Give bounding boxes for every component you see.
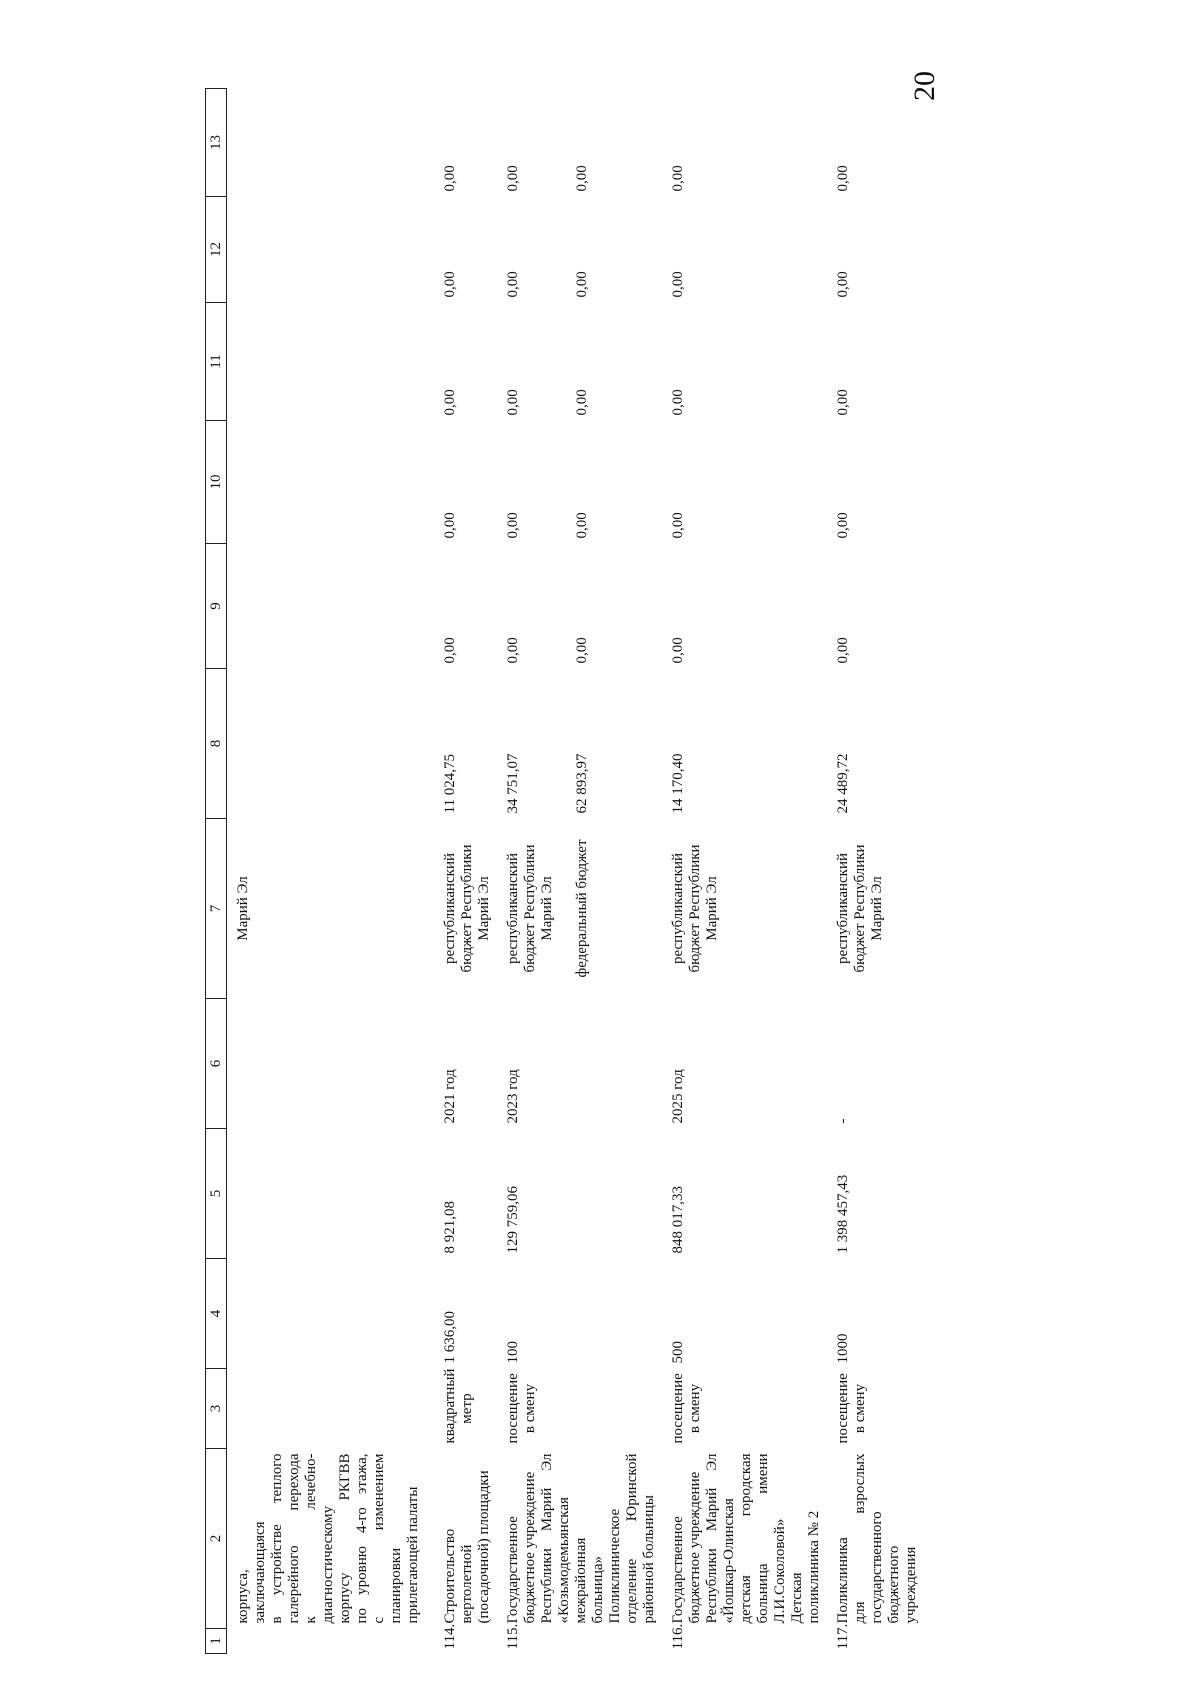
name-line: Детская bbox=[789, 1572, 805, 1624]
amount-cell: 0,00 bbox=[670, 165, 686, 192]
table-row bbox=[440, 89, 503, 1654]
amount-cell: 0,00 bbox=[670, 389, 686, 416]
funding-source-cell bbox=[668, 819, 833, 999]
funding-source-line: республиканский bbox=[670, 852, 686, 965]
amount-value: 0,00 bbox=[505, 165, 521, 192]
funding-source-line: Марий Эл bbox=[476, 876, 492, 941]
object-name-cell bbox=[503, 1449, 668, 1629]
amount-cell: 0,00 bbox=[442, 271, 458, 298]
name-line: галерейного перехода bbox=[286, 1453, 302, 1624]
amount-cell: 0,00 bbox=[835, 271, 851, 298]
name-line: Л.И.Соколовой» bbox=[772, 1518, 788, 1624]
name-line: Республики Марий Эл bbox=[704, 1453, 720, 1624]
name-line: корпусу РКГВВ bbox=[337, 1453, 353, 1624]
name-line: Строительство bbox=[442, 1528, 458, 1624]
unit-cell bbox=[503, 1369, 668, 1449]
capacity-cell: 1 636,00 bbox=[442, 1311, 458, 1364]
unit-cell bbox=[668, 1369, 833, 1449]
amount-cell: 0,00 bbox=[670, 637, 686, 664]
name-line: бюджетное учреждение bbox=[522, 1471, 538, 1624]
column-header: 12 bbox=[206, 197, 227, 303]
amount-cell bbox=[503, 197, 668, 303]
row-number-cell: 114. bbox=[442, 1623, 458, 1650]
funding-source-line: республиканский bbox=[835, 852, 851, 965]
name-line: с изменением bbox=[371, 1453, 387, 1624]
amount-cell: 14 170,40 bbox=[670, 753, 686, 814]
column-header: 13 bbox=[206, 89, 227, 197]
amount-cell: 0,00 bbox=[835, 637, 851, 664]
amount-value: 0,00 bbox=[505, 271, 521, 298]
capacity-cell: 100 bbox=[505, 1341, 521, 1364]
amount-value: 0,00 bbox=[505, 637, 521, 664]
name-line: отделение Юринской bbox=[624, 1453, 640, 1624]
year-cell: - bbox=[835, 1118, 851, 1124]
amount-value: 0,00 bbox=[574, 271, 590, 298]
funding-source-line: республиканский bbox=[505, 852, 521, 965]
column-header: 11 bbox=[206, 303, 227, 421]
name-line: бюджетного bbox=[886, 1545, 902, 1624]
cost-cell: 848 017,33 bbox=[670, 1186, 686, 1254]
unit-line: посещение bbox=[670, 1373, 686, 1444]
column-header: 5 bbox=[206, 1129, 227, 1259]
name-line: поликлиника № 2 bbox=[806, 1510, 822, 1624]
column-header: 10 bbox=[206, 421, 227, 544]
cost-cell: 1 398 457,43 bbox=[835, 1174, 851, 1254]
funding-source-line: бюджет Республики bbox=[852, 844, 868, 973]
row-number-cell bbox=[227, 1629, 441, 1654]
name-line: государственного bbox=[869, 1511, 885, 1624]
capacity-cell: 1000 bbox=[835, 1333, 851, 1364]
name-line: межрайонная bbox=[573, 1537, 589, 1624]
column-header: 2 bbox=[206, 1449, 227, 1629]
name-line: вертолетной bbox=[459, 1544, 475, 1624]
year-cell: 2023 год bbox=[505, 1069, 521, 1124]
name-line: диагностическому bbox=[320, 1505, 336, 1624]
row-number-cell: 115. bbox=[505, 1623, 521, 1650]
funding-source-cell bbox=[503, 819, 668, 999]
funding-source-line: республиканский bbox=[442, 852, 458, 965]
amount-cell bbox=[503, 421, 668, 544]
funding-source: Марий Эл bbox=[235, 876, 251, 941]
amount-cell bbox=[503, 303, 668, 421]
name-line: для взрослых bbox=[852, 1453, 868, 1624]
unit-line: посещение bbox=[505, 1373, 521, 1444]
column-header: 9 bbox=[206, 544, 227, 669]
amount-cell: 0,00 bbox=[442, 389, 458, 416]
amount-value: 34 751,07 bbox=[505, 753, 521, 814]
unit-cell bbox=[833, 1369, 930, 1449]
unit-line: в смену bbox=[687, 1383, 703, 1434]
unit-line: квадратный bbox=[442, 1368, 458, 1444]
object-name-cell bbox=[227, 1449, 441, 1629]
row-number-cell: 116. bbox=[670, 1623, 686, 1650]
column-header: 7 bbox=[206, 819, 227, 999]
amount-value: 0,00 bbox=[574, 512, 590, 539]
amount-cell: 0,00 bbox=[670, 512, 686, 539]
funding-source-line: федеральный бюджет bbox=[574, 839, 590, 978]
table-row-continued bbox=[227, 89, 441, 1654]
name-line: Государственное bbox=[670, 1516, 686, 1624]
name-line: больница имени bbox=[755, 1453, 771, 1624]
name-line: «Йошкар-Олинская bbox=[721, 1498, 737, 1624]
column-header: 8 bbox=[206, 669, 227, 819]
amount-value: 0,00 bbox=[574, 637, 590, 664]
capacity-cell: 500 bbox=[670, 1341, 686, 1364]
amount-cell: 24 489,72 bbox=[835, 753, 851, 814]
name-line: корпуса, bbox=[235, 1569, 251, 1624]
name-line: Государственное bbox=[505, 1516, 521, 1624]
column-header: 4 bbox=[206, 1259, 227, 1369]
name-line: к лечебно- bbox=[303, 1453, 319, 1624]
table-row bbox=[503, 89, 668, 1654]
column-header: 3 bbox=[206, 1369, 227, 1449]
table-row bbox=[668, 89, 833, 1654]
name-line: учреждения bbox=[903, 1546, 919, 1624]
name-line: «Козьмодемьянская bbox=[556, 1497, 572, 1624]
name-line: в устройстве теплого bbox=[269, 1453, 285, 1624]
amount-cell bbox=[503, 544, 668, 669]
amount-value: 62 893,97 bbox=[574, 753, 590, 814]
amount-cell: 0,00 bbox=[442, 637, 458, 664]
name-line: районной больницы bbox=[641, 1495, 657, 1624]
page-number: 20 bbox=[908, 71, 941, 101]
funding-source-cell bbox=[833, 819, 930, 999]
year-cell: 2025 год bbox=[670, 1069, 686, 1124]
column-header: 1 bbox=[206, 1629, 227, 1654]
amount-cell bbox=[503, 89, 668, 197]
name-line: Поликлиническое bbox=[607, 1508, 623, 1624]
funding-source-line: Марий Эл bbox=[869, 876, 885, 941]
funding-source-line: Марий Эл bbox=[539, 876, 555, 941]
name-line: Республики Марий Эл bbox=[539, 1453, 555, 1624]
name-line: планировки bbox=[388, 1547, 404, 1624]
budget-table bbox=[205, 88, 930, 1654]
unit-line: в смену bbox=[522, 1383, 538, 1434]
funding-source-line: бюджет Республики bbox=[687, 844, 703, 973]
object-name-cell bbox=[440, 1449, 503, 1629]
funding-source-cell bbox=[227, 819, 441, 999]
unit-line: посещение bbox=[835, 1373, 851, 1444]
amount-value: 0,00 bbox=[574, 389, 590, 416]
amount-cell: 0,00 bbox=[835, 512, 851, 539]
name-line: больница» bbox=[590, 1556, 606, 1624]
header-row bbox=[206, 89, 227, 1654]
funding-source-line: бюджет Республики bbox=[459, 844, 475, 973]
row-number-cell: 117. bbox=[835, 1623, 851, 1650]
unit-cell bbox=[440, 1369, 503, 1449]
amount-value: 0,00 bbox=[505, 512, 521, 539]
name-line: заключающаяся bbox=[252, 1521, 268, 1624]
year-cell: 2021 год bbox=[442, 1069, 458, 1124]
funding-source-line: Марий Эл bbox=[704, 876, 720, 941]
amount-value: 0,00 bbox=[505, 389, 521, 416]
amount-cell: 0,00 bbox=[670, 271, 686, 298]
amount-cell: 11 024,75 bbox=[442, 754, 458, 814]
amount-value: 0,00 bbox=[574, 165, 590, 192]
unit-line: метр bbox=[459, 1393, 475, 1424]
name-line: бюджетное учреждение bbox=[687, 1471, 703, 1624]
cost-cell: 8 921,08 bbox=[442, 1201, 458, 1254]
amount-cell: 0,00 bbox=[835, 165, 851, 192]
column-header: 6 bbox=[206, 999, 227, 1129]
unit-line: в смену bbox=[852, 1383, 868, 1434]
name-line: Поликлиника bbox=[835, 1537, 851, 1624]
funding-source-cell bbox=[440, 819, 503, 999]
name-line: детская городская bbox=[738, 1453, 754, 1624]
amount-cell: 0,00 bbox=[835, 389, 851, 416]
amount-cell bbox=[503, 669, 668, 819]
object-name-cell bbox=[668, 1449, 833, 1629]
amount-cell: 0,00 bbox=[442, 512, 458, 539]
table-row bbox=[833, 89, 930, 1654]
cost-cell: 129 759,06 bbox=[505, 1186, 521, 1254]
name-line: (посадочной) площадки bbox=[476, 1470, 492, 1624]
name-line: по уровню 4-го этажа, bbox=[354, 1453, 370, 1624]
funding-source-line: бюджет Республики bbox=[522, 844, 538, 973]
object-name-cell bbox=[833, 1449, 930, 1629]
name-line: прилегающей палаты bbox=[405, 1486, 421, 1624]
amount-cell: 0,00 bbox=[442, 165, 458, 192]
